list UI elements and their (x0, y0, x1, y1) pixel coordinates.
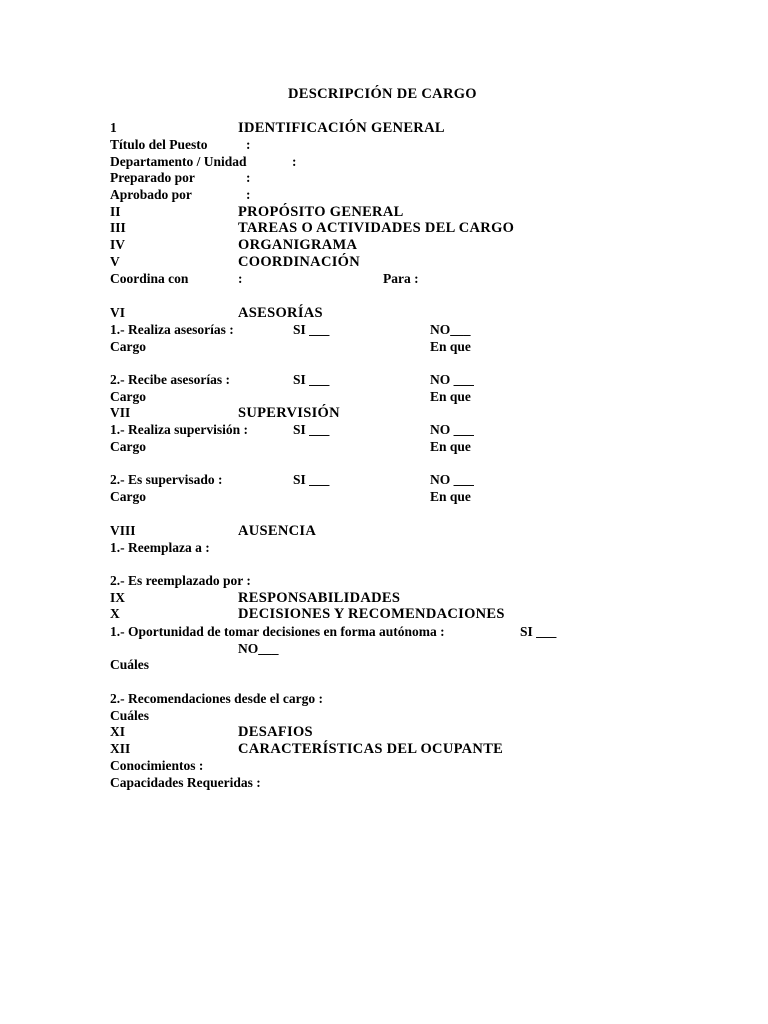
field-label: Coordina con (110, 271, 189, 286)
yes-option: SI ___ (293, 472, 330, 487)
section-number: V (110, 254, 120, 269)
section-heading: DECISIONES Y RECOMENDACIONES (238, 606, 505, 622)
field-label: En que (430, 439, 471, 454)
question-label: 1.- Realiza supervisión : (110, 422, 248, 437)
question-label: 2.- Recomendaciones desde el cargo : (110, 691, 323, 706)
question-label: 1.- Realiza asesorías : (110, 322, 234, 337)
question-label: 2.- Es supervisado : (110, 472, 223, 487)
field-colon: : (246, 137, 251, 152)
question-label: 1.- Reemplaza a : (110, 540, 210, 555)
section-number: XI (110, 724, 126, 739)
field-label: Departamento / Unidad (110, 154, 247, 169)
no-option: NO ___ (430, 372, 474, 387)
field-label: Capacidades Requeridas : (110, 775, 261, 790)
section-number: IX (110, 590, 126, 605)
section-number: II (110, 204, 121, 219)
section-heading: COORDINACIÓN (238, 254, 361, 270)
no-option: NO ___ (430, 422, 474, 437)
section-number: 1 (110, 120, 117, 135)
yes-option: SI ___ (293, 322, 330, 337)
section-number: IV (110, 237, 126, 252)
section-heading: ASESORÍAS (238, 305, 323, 321)
section-number: XII (110, 741, 131, 756)
section-heading: AUSENCIA (238, 523, 317, 539)
field-label: Aprobado por (110, 187, 192, 202)
field-label: Cargo (110, 439, 146, 454)
section-number: VI (110, 305, 126, 320)
field-colon: : (246, 187, 251, 202)
section-heading: ORGANIGRAMA (238, 237, 358, 253)
field-label: Cargo (110, 489, 146, 504)
yes-option: SI ___ (520, 624, 557, 639)
field-label: En que (430, 489, 471, 504)
field-label: Conocimientos : (110, 758, 204, 773)
section-heading: IDENTIFICACIÓN GENERAL (238, 120, 445, 136)
section-heading: CARACTERÍSTICAS DEL OCUPANTE (238, 741, 504, 757)
section-heading: SUPERVISIÓN (238, 405, 340, 421)
field-label: Cuáles (110, 657, 150, 672)
question-label: 2.- Es reemplazado por : (110, 573, 251, 588)
yes-option: SI ___ (293, 422, 330, 437)
field-colon: : (292, 154, 297, 169)
field-label: Preparado por (110, 170, 195, 185)
field-label: Cargo (110, 389, 146, 404)
document-title: DESCRIPCIÓN DE CARGO (288, 86, 477, 102)
section-number: X (110, 606, 120, 621)
no-option: NO___ (238, 641, 279, 656)
field-colon: : (238, 271, 243, 286)
no-option: NO ___ (430, 472, 474, 487)
field-label: En que (430, 389, 471, 404)
field-label: Título del Puesto (110, 137, 208, 152)
section-number: VIII (110, 523, 136, 538)
question-label: 2.- Recibe asesorías : (110, 372, 230, 387)
field-label: Cargo (110, 339, 146, 354)
field-label: Para : (383, 271, 419, 286)
yes-option: SI ___ (293, 372, 330, 387)
section-number: VII (110, 405, 131, 420)
section-number: III (110, 220, 126, 235)
section-heading: TAREAS O ACTIVIDADES DEL CARGO (238, 220, 515, 236)
question-label: 1.- Oportunidad de tomar decisiones en forma autónoma : (110, 624, 445, 639)
no-option: NO___ (430, 322, 471, 337)
field-colon: : (246, 170, 251, 185)
section-heading: DESAFIOS (238, 724, 313, 740)
field-label: Cuáles (110, 708, 150, 723)
section-heading: RESPONSABILIDADES (238, 590, 401, 606)
section-heading: PROPÓSITO GENERAL (238, 204, 404, 220)
field-label: En que (430, 339, 471, 354)
